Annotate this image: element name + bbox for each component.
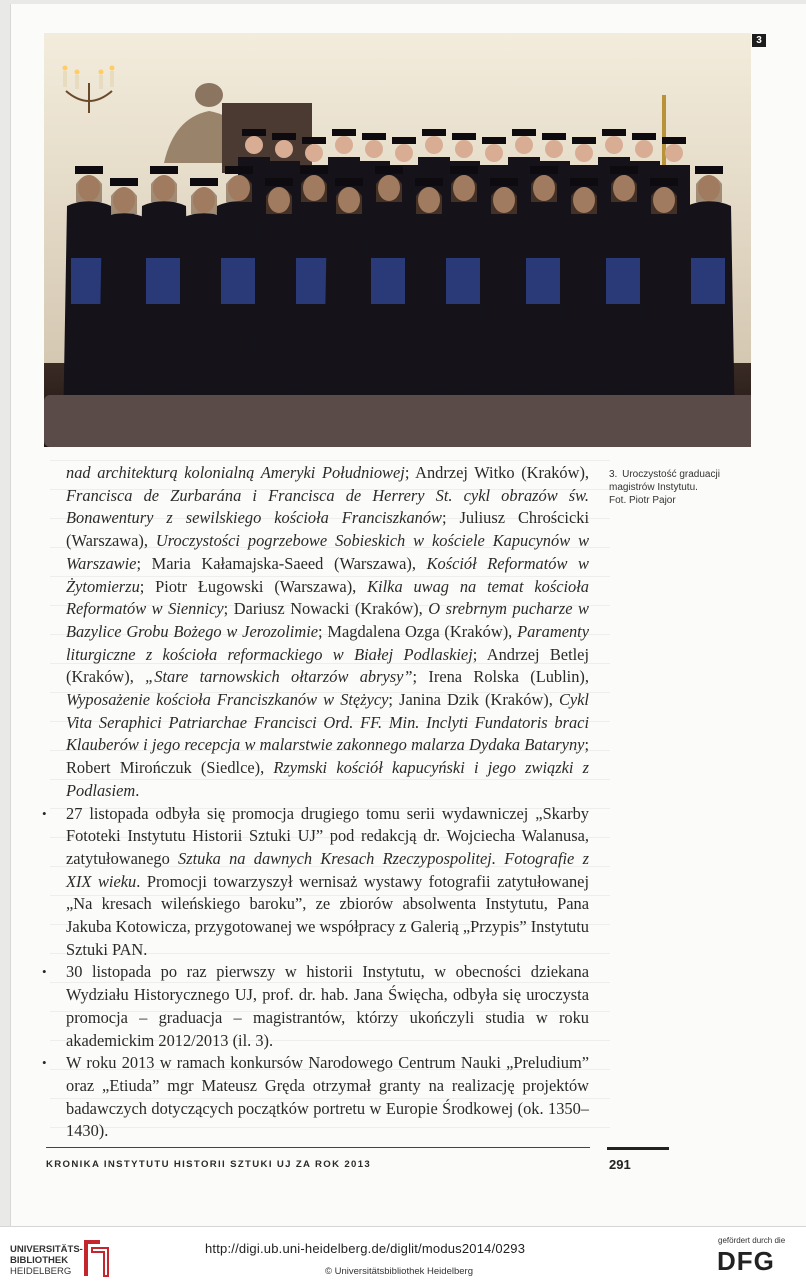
graduation-photo-drawing (44, 33, 751, 447)
person-cap (415, 178, 443, 186)
person-cap (662, 137, 686, 144)
author-text: ; Magdalena Ozga (Kraków), (318, 621, 518, 641)
figure-number: 3 (752, 34, 766, 47)
article-body (66, 462, 589, 1143)
author-text: . (135, 780, 140, 800)
title-italic: Kilka uwag na temat kościoła Reformatów w Siennicy (66, 576, 589, 619)
caption-number: 3. (609, 469, 618, 480)
diploma (606, 258, 640, 304)
person-cap (490, 178, 518, 186)
diploma (526, 258, 560, 304)
person-cap (392, 137, 416, 144)
person-face (545, 140, 563, 158)
person-face (395, 144, 413, 162)
author-text: ; Andrzej Betlej (Kraków), (66, 644, 590, 687)
author-text: ; Juliusz Chrościcki (Warszawa), (66, 508, 590, 551)
person-cap (242, 129, 266, 136)
person-cap (375, 166, 403, 174)
lecture-list-paragraph (66, 462, 589, 803)
author-text: ; Janina Dzik (Kraków), (388, 690, 559, 710)
university-library-logo[interactable] (10, 1244, 83, 1277)
person-face (305, 144, 323, 162)
person-face (245, 136, 263, 154)
logo-line-3: HEIDELBERG (10, 1266, 72, 1277)
author-text: ; Maria Kałamajska-Saeed (Warszawa), (136, 553, 427, 573)
title-italic: Francisca de Zurbarána i Francisca de Herrery St. cykl obrazów św. Bonawentury z sewilskiego kościoła Franciszkanów (66, 485, 589, 528)
person-cap (695, 166, 723, 174)
graduation-photo (44, 33, 751, 447)
author-text: ; Piotr Ługowski (Warszawa), (139, 576, 368, 596)
person-cap (190, 178, 218, 186)
viewer-footer-bar (0, 1226, 806, 1287)
chairs-row (44, 395, 751, 447)
title-italic: Paramenty liturgiczne z kościoła reformackiego w Białej Podlaskiej (66, 621, 589, 664)
book-title-italic: Sztuka na dawnych Kresach Rzeczypospolitej. Fotografie z XIX wieku (66, 848, 589, 891)
page-number: 291 (609, 1157, 631, 1172)
person-cap (450, 166, 478, 174)
person-cap (272, 133, 296, 140)
title-italic: Rzymski kościół kapucyński i jego związki z Podlasiem (66, 758, 589, 800)
author-text: ; Andrzej Witko (Kraków), (404, 463, 590, 482)
bullet-item-graduation: • 30 listopada po raz pierwszy w historii Instytutu, w obecności dziekana Wydziału Historycznego UJ, prof. dr. hab. Jana Święcha, odbyła się uroczysta promocja – graduacja – magistrantów, którzy ukończyli studia w roku akademickim 2012/2013 (il. 3). (66, 961, 589, 1052)
caption-line-3: Fot. Piotr Pajor (609, 495, 676, 506)
person-cap (335, 178, 363, 186)
permalink-url[interactable]: http://digi.ub.uni-heidelberg.de/diglit/modus2014/0293 (205, 1241, 526, 1256)
person-cap (302, 137, 326, 144)
figure-caption (609, 468, 759, 507)
person-cap (542, 133, 566, 140)
library-mark-icon (80, 1236, 112, 1280)
person-cap (650, 178, 678, 186)
person-face (335, 136, 353, 154)
bullet-item-book-launch (66, 803, 589, 962)
person-cap (632, 133, 656, 140)
logo-line-1: UNIVERSITÄTS- (10, 1244, 83, 1255)
title-italic: Kościół Reformatów w Żytomierzu (66, 553, 589, 596)
logo-line-2: BIBLIOTHEK (10, 1255, 69, 1266)
person-cap (512, 129, 536, 136)
person-face (455, 140, 473, 158)
title-italic: O srebrnym pucharze w Bazylice Grobu Bożego w Jerozolimie (66, 599, 589, 641)
person-face (635, 140, 653, 158)
title-italic: „Stare tarnowskich ołtarzów abrysy” (145, 667, 413, 687)
bullet-item-grants: • W roku 2013 w ramach konkursów Narodowego Centrum Nauki „Preludium” oraz „Etiuda” mgr Mateusz Gręda otrzymał granty na realizację projektów badawczych dotyczących początków portretu w Europie Środkowej (ok. 1350–1430). (66, 1052, 589, 1143)
person-cap (482, 137, 506, 144)
person-cap (75, 166, 103, 174)
diploma (296, 258, 330, 304)
caption-line-1: Uroczystość graduacji (622, 469, 720, 480)
author-text: ; Dariusz Nowacki (Kraków), (223, 599, 429, 619)
funding-note: gefördert durch die (718, 1236, 786, 1245)
person-face (575, 144, 593, 162)
person-cap (362, 133, 386, 140)
person-face (425, 136, 443, 154)
person-cap (602, 129, 626, 136)
title-italic: Wyposażenie kościoła Franciszkanów w Stężycy (66, 690, 389, 710)
diploma (221, 258, 255, 304)
author-text: ; Irena Rolska (Lublin), (412, 667, 589, 687)
person-cap (265, 178, 293, 186)
diploma (71, 258, 105, 304)
diploma (446, 258, 480, 304)
person-face (515, 136, 533, 154)
footer-rule (46, 1147, 590, 1148)
person-cap (570, 178, 598, 186)
caption-line-2: magistrów Instytutu. (609, 482, 698, 493)
copyright-notice: © Universitätsbibliothek Heidelberg (325, 1266, 473, 1277)
person-cap (610, 166, 638, 174)
person-cap (300, 166, 328, 174)
person-cap (150, 166, 178, 174)
diploma (691, 258, 725, 304)
diploma (371, 258, 405, 304)
person-face (275, 140, 293, 158)
person-face (665, 144, 683, 162)
dfg-logo[interactable]: DFG (717, 1246, 775, 1276)
page-number-rule (607, 1147, 669, 1150)
person-cap (452, 133, 476, 140)
person-cap (332, 129, 356, 136)
person-cap (530, 166, 558, 174)
diploma (146, 258, 180, 304)
person-cap (110, 178, 138, 186)
title-italic: Uroczystości pogrzebowe Sobieskich w kościele Kapucynów w Warszawie (66, 531, 590, 573)
bullet-text: 27 listopada odbyła się promocja drugiego tomu serii wydawniczej „Skarby Fototeki Instytutu Historii Sztuki UJ” pod redakcją dr. Wojciecha Walanusa, zatytułowanego (66, 803, 589, 868)
bullet-text: . Promocji towarzyszył wernisaż wystawy fotografii zatytułowanej „Na kresach wileńskiego baroku”, ze zbiorów absolwenta Instytutu, Pana Jakuba Kotowicza, przygotowanej we współpracy z Galerią „Przypis” Instytutu Sztuki PAN. (66, 871, 590, 959)
person-face (485, 144, 503, 162)
running-head: KRONIKA INSTYTUTU HISTORII SZTUKI UJ ZA ROK 2013 (46, 1159, 372, 1170)
title-italic: nad architekturą kolonialną Ameryki Południowej (66, 463, 405, 482)
author-text: ; Robert Mirończuk (Siedlce), (66, 735, 589, 778)
title-italic: Cykl Vita Seraphici Patriarchae Francisci Ord. FF. Min. Inclyti Fundatoris braci Klauberów i jego recepcja w malarstwie zakonnego malarza Dydaka Bataryny (66, 690, 589, 755)
chair (674, 395, 751, 447)
person-cap (572, 137, 596, 144)
person-cap (225, 166, 253, 174)
person-face (605, 136, 623, 154)
person-cap (422, 129, 446, 136)
person-face (365, 140, 383, 158)
